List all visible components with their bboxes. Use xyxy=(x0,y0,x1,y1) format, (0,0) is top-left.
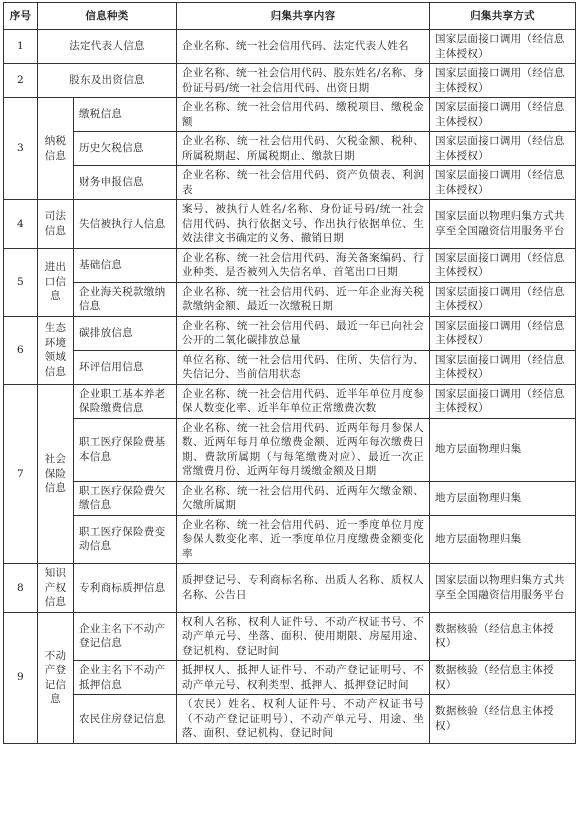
table-row xyxy=(4,564,576,613)
info-subcategory: 财务申报信息 xyxy=(74,166,177,200)
table-row xyxy=(4,316,576,350)
shared-content-cell: 企业名称、统一社会信用代码、近两年每月参保人数、近两年每月单位缴费金额、近两年每次缴费日期、费款所属期（与每笔缴费对应）、最近一次正常缴费月份、近两年每月缓缴金额及日期 xyxy=(177,418,430,481)
shared-method-cell: 国家层面接口调用（经信息主体授权） xyxy=(430,98,576,132)
info-subcategory: 农民住房登记信息 xyxy=(74,695,177,744)
shared-method-cell: 国家层面接口调用（经信息主体授权） xyxy=(430,248,576,282)
shared-method-cell: 数据核验（经信息主体授权） xyxy=(430,695,576,744)
table-row xyxy=(4,384,576,418)
shared-content-cell: 企业名称、统一社会信用代码、近一年企业海关税款缴纳金额、最近一次缴税日期 xyxy=(177,282,430,316)
info-subcategory: 职工医疗保险费变动信息 xyxy=(74,515,177,564)
info-category: 知识产权信息 xyxy=(38,564,74,613)
info-subcategory: 碳排放信息 xyxy=(74,316,177,350)
info-category: 不动产登记信息 xyxy=(38,612,74,743)
shared-method-cell: 国家层面以物理归集方式共享至全国融资信用服务平台 xyxy=(430,564,576,613)
info-sharing-table xyxy=(3,2,576,744)
table-row xyxy=(4,282,576,316)
shared-method-cell: 国家层面接口调用（经信息主体授权） xyxy=(430,350,576,384)
shared-content-cell: 企业名称、统一社会信用代码、近半年单位月度参保人数变化率、近半年单位正常缴费次数 xyxy=(177,384,430,418)
info-category: 法定代表人信息 xyxy=(38,30,177,64)
shared-method-cell: 数据核验（经信息主体授权） xyxy=(430,612,576,661)
shared-content-cell: 企业名称、统一社会信用代码、股东姓名/名称、身份证号码/统一社会信用代码、出资日期 xyxy=(177,64,430,98)
row-serial-number: 8 xyxy=(4,564,38,613)
info-subcategory: 基础信息 xyxy=(74,248,177,282)
shared-content-cell: 企业名称、统一社会信用代码、缴税项目、缴税金额 xyxy=(177,98,430,132)
shared-content-cell: 质押登记号、专利商标名称、出质人名称、质权人名称、公告日 xyxy=(177,564,430,613)
info-category: 司法信息 xyxy=(38,200,74,249)
shared-content-cell: 抵押权人、抵押人证件号、不动产登记证明号、不动产单元号、权利类型、抵押人、抵押登记时间 xyxy=(177,661,430,695)
table-row xyxy=(4,166,576,200)
row-serial-number: 5 xyxy=(4,248,38,316)
info-category: 生态环境领域信息 xyxy=(38,316,74,384)
shared-content-cell: 案号、被执行人姓名/名称、身份证号码/统一社会信用代码、执行依据文号、作出执行依据单位、生效法律文书确定的义务、撤销日期 xyxy=(177,200,430,249)
shared-content-cell: 企业名称、统一社会信用代码、欠税金额、税种、所属税期起、所属税期止、缴款日期 xyxy=(177,132,430,166)
shared-content-cell: 权利人名称、权利人证件号、不动产权证书号、不动产单元号、坐落、面积、使用期限、房屋用途、登记机构、登记时间 xyxy=(177,612,430,661)
table-row xyxy=(4,30,576,64)
header-shared-content: 归集共享内容 xyxy=(177,3,430,30)
shared-content-cell: 企业名称、统一社会信用代码、资产负债表、利润表 xyxy=(177,166,430,200)
row-serial-number: 6 xyxy=(4,316,38,384)
info-category: 股东及出资信息 xyxy=(38,64,177,98)
info-subcategory: 失信被执行人信息 xyxy=(74,200,177,249)
info-subcategory: 企业主名下不动产抵押信息 xyxy=(74,661,177,695)
shared-method-cell: 国家层面接口调用（经信息主体授权） xyxy=(430,30,576,64)
shared-method-cell: 国家层面接口调用（经信息主体授权） xyxy=(430,316,576,350)
table-row xyxy=(4,612,576,661)
header-shared-method: 归集共享方式 xyxy=(430,3,576,30)
table-row xyxy=(4,132,576,166)
header-info-type: 信息种类 xyxy=(38,3,177,30)
info-subcategory: 专利商标质押信息 xyxy=(74,564,177,613)
info-subcategory: 历史欠税信息 xyxy=(74,132,177,166)
info-category: 社会保险信息 xyxy=(38,384,74,564)
info-subcategory: 职工医疗保险费欠缴信息 xyxy=(74,481,177,515)
row-serial-number: 1 xyxy=(4,30,38,64)
info-subcategory: 职工医疗保险费基本信息 xyxy=(74,418,177,481)
shared-method-cell: 国家层面以物理归集方式共享至全国融资信用服务平台 xyxy=(430,200,576,249)
shared-method-cell: 数据核验（经信息主体授权） xyxy=(430,661,576,695)
row-serial-number: 7 xyxy=(4,384,38,564)
info-subcategory: 企业职工基本养老保险缴费信息 xyxy=(74,384,177,418)
table-body xyxy=(4,30,576,744)
info-subcategory: 企业海关税款缴纳信息 xyxy=(74,282,177,316)
row-serial-number: 3 xyxy=(4,98,38,200)
shared-content-cell: 企业名称、统一社会信用代码、最近一年已向社会公开的二氧化碳排放总量 xyxy=(177,316,430,350)
shared-method-cell: 国家层面接口调用（经信息主体授权） xyxy=(430,166,576,200)
table-row xyxy=(4,515,576,564)
table-row xyxy=(4,661,576,695)
table-header-row xyxy=(4,3,576,30)
shared-method-cell: 国家层面接口调用（经信息主体授权） xyxy=(430,384,576,418)
table-row xyxy=(4,350,576,384)
row-serial-number: 4 xyxy=(4,200,38,249)
table-row xyxy=(4,98,576,132)
row-serial-number: 2 xyxy=(4,64,38,98)
table-row xyxy=(4,200,576,249)
document xyxy=(3,2,575,744)
table-row xyxy=(4,481,576,515)
shared-content-cell: 企业名称、统一社会信用代码、近两年欠缴金额、欠缴所属期 xyxy=(177,481,430,515)
info-category: 进出口信息 xyxy=(38,248,74,316)
header-serial-number: 序号 xyxy=(4,3,38,30)
shared-method-cell: 地方层面物理归集 xyxy=(430,515,576,564)
row-serial-number: 9 xyxy=(4,612,38,743)
info-subcategory: 环评信用信息 xyxy=(74,350,177,384)
shared-content-cell: 企业名称、统一社会信用代码、海关备案编码、行业种类、是否被列入失信名单、首笔出口日期 xyxy=(177,248,430,282)
table-row xyxy=(4,248,576,282)
shared-method-cell: 地方层面物理归集 xyxy=(430,481,576,515)
table-row xyxy=(4,418,576,481)
shared-method-cell: 国家层面接口调用（经信息主体授权） xyxy=(430,64,576,98)
table-row xyxy=(4,64,576,98)
shared-content-cell: 企业名称、统一社会信用代码、法定代表人姓名 xyxy=(177,30,430,64)
shared-content-cell: 单位名称、统一社会信用代码、住所、失信行为、失信记分、当前信用状态 xyxy=(177,350,430,384)
shared-content-cell: （农民）姓名、权利人证件号、不动产权证书号（不动产登记证明号）、不动产单元号、用途、坐落、面积、登记机构、登记时间 xyxy=(177,695,430,744)
info-subcategory: 缴税信息 xyxy=(74,98,177,132)
table-row xyxy=(4,695,576,744)
info-subcategory: 企业主名下不动产登记信息 xyxy=(74,612,177,661)
info-category: 纳税信息 xyxy=(38,98,74,200)
shared-method-cell: 国家层面接口调用（经信息主体授权） xyxy=(430,132,576,166)
shared-content-cell: 企业名称、统一社会信用代码、近一季度单位月度参保人数变化率、近一季度单位月度缴费金额变化率 xyxy=(177,515,430,564)
shared-method-cell: 国家层面接口调用（经信息主体授权） xyxy=(430,282,576,316)
shared-method-cell: 地方层面物理归集 xyxy=(430,418,576,481)
